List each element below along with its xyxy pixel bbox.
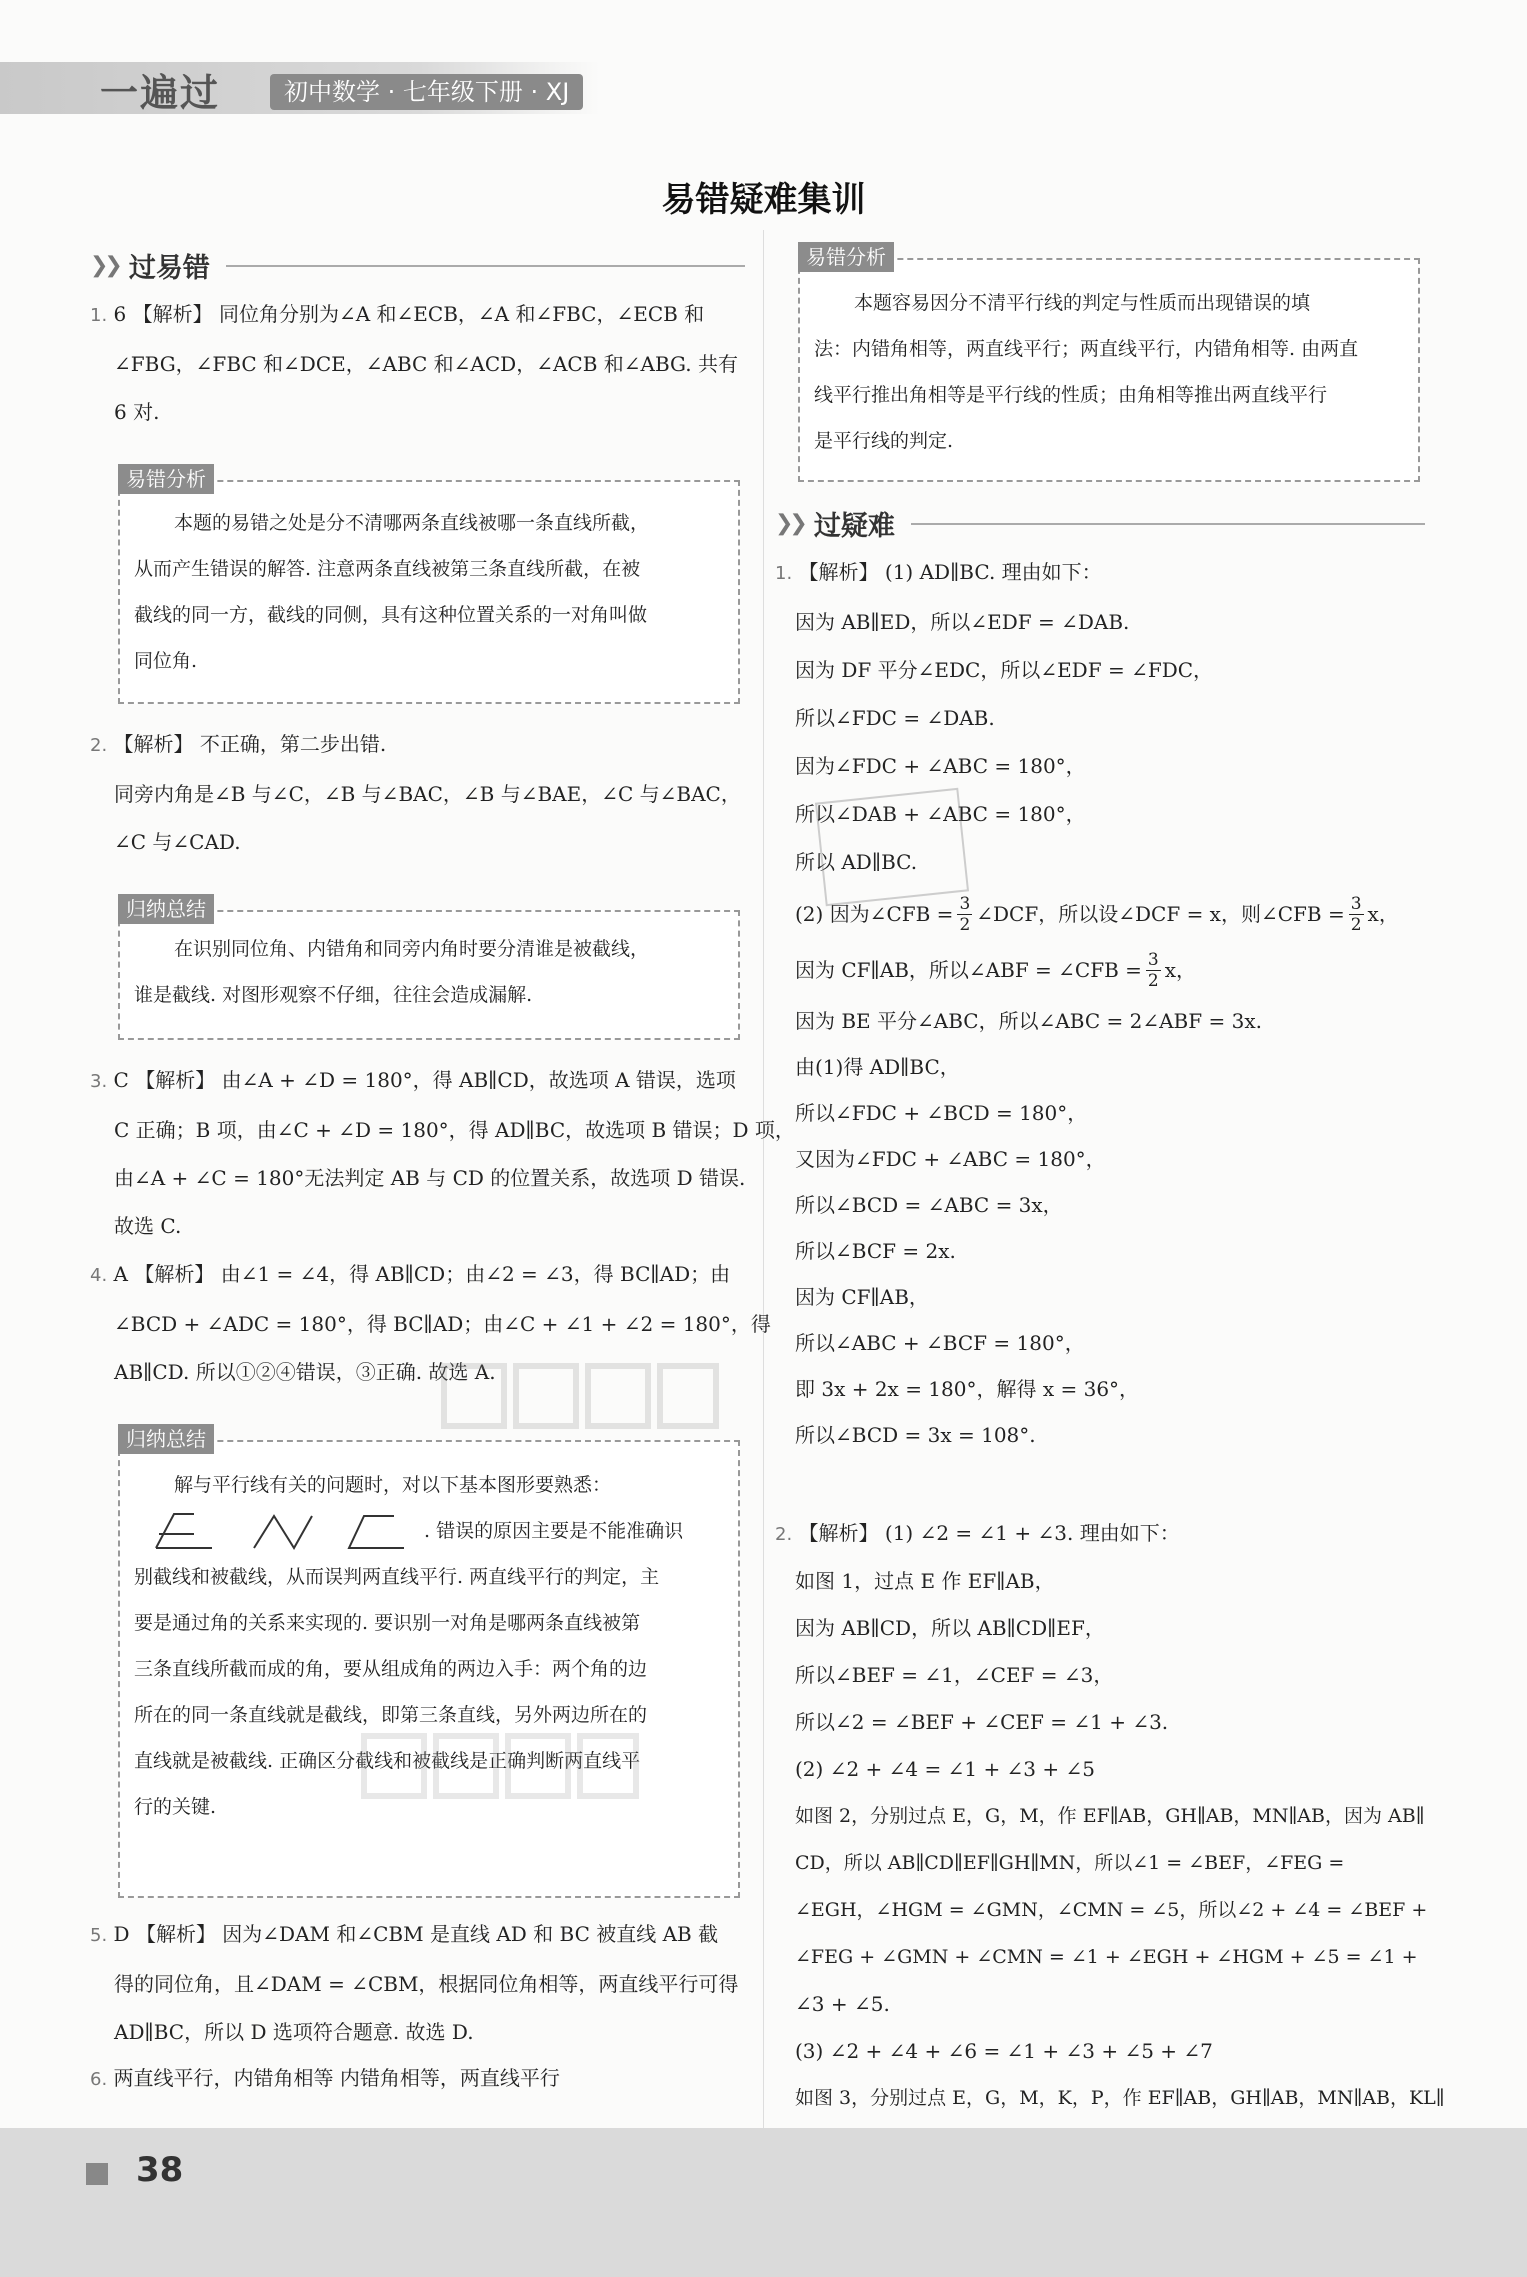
item-line: 所以∠ABC + ∠BCF = 180°， [795, 1331, 1085, 1355]
box-line: 法：内错角相等，两直线平行；两直线平行，内错角相等. 由两直 [814, 338, 1359, 360]
box-line: 线平行推出角相等是平行线的性质；由角相等推出两直线平行 [814, 384, 1328, 406]
item-number: 3. [90, 1071, 108, 1092]
item-5 [90, 1910, 755, 2056]
item-line: 所以 AD∥BC. [795, 850, 918, 874]
fraction [957, 894, 972, 935]
item-line: 所以∠BCD = 3x = 108°. [795, 1423, 1036, 1447]
subject-badge: 初中数学 · 七年级下册 · XJ [270, 74, 583, 110]
numerator: 3 [1350, 893, 1362, 914]
box-line: 行的关键. [134, 1796, 217, 1818]
box-line: 在识别同位角、内错角和同旁内角时要分清谁是被截线， [174, 938, 650, 960]
box-label: 易错分析 [118, 464, 214, 494]
item-line: D 【解析】 因为∠DAM 和∠CBM 是直线 AD 和 BC 被直线 AB 截 [113, 1922, 719, 1946]
item-line: ∠BCD + ∠ADC = 180°，得 BC∥AD；由∠C + ∠1 + ∠2 = 180°，得 [114, 1312, 771, 1336]
item-line: 所以∠BCF = 2x. [795, 1239, 956, 1263]
box-line: 本题容易因分不清平行线的判定与性质而出现错误的填 [854, 292, 1311, 314]
text: 因为 CF∥AB，所以∠ABF = ∠CFB = [795, 958, 1142, 982]
item-line: 因为 BE 平分∠ABC，所以∠ABC = 2∠ABF = 3x. [795, 1009, 1262, 1033]
box-line: 本题的易错之处是分不清哪两条直线被哪一条直线所截， [174, 512, 650, 534]
item-line: 【解析】 不正确，第二步出错. [113, 732, 387, 756]
denominator: 2 [1350, 914, 1362, 935]
denominator: 2 [959, 914, 971, 935]
item-line: 因为 DF 平分∠EDC，所以∠EDF = ∠FDC， [795, 658, 1214, 682]
summary-box-1 [118, 897, 740, 1040]
item-line: 如图 3，分别过点 E，G，M，K，P，作 EF∥AB，GH∥AB，MN∥AB，KL∥ [795, 2087, 1445, 2109]
box-line: 所在的同一条直线就是截线，即第三条直线，另外两边所在的 [134, 1704, 648, 1726]
analysis-box-2 [798, 245, 1420, 482]
section-rule [911, 523, 1425, 525]
item-number: 2. [775, 1524, 793, 1545]
item-line: 因为 CF∥AB， [795, 1285, 929, 1309]
text: (2) 因为∠CFB = [795, 902, 954, 926]
watermark-graphic-1 [440, 1360, 720, 1440]
box-label: 易错分析 [798, 242, 894, 272]
column-divider [763, 230, 764, 2130]
denominator: 2 [1147, 970, 1159, 991]
item-line: 由(1)得 AD∥BC， [795, 1055, 960, 1079]
item-line: 两直线平行，内错角相等 内错角相等，两直线平行 [113, 2066, 560, 2090]
box-line: 是平行线的判定. [814, 430, 954, 452]
item-line: 得的同位角，且∠DAM = ∠CBM，根据同位角相等，两直线平行可得 [114, 1972, 739, 1996]
item-line: ∠C 与∠CAD. [114, 830, 241, 854]
fraction [1349, 894, 1364, 935]
box-line: 别截线和被截线，从而误判两直线平行. 两直线平行的判定，主 [134, 1566, 660, 1588]
item-line: (3) ∠2 + ∠4 + ∠6 = ∠1 + ∠3 + ∠5 + ∠7 [795, 2039, 1213, 2063]
chevron-icon: ❯❯ [775, 511, 804, 536]
item-line: 6 对. [114, 400, 160, 424]
item-line: AB∥CD. 所以①②④错误，③正确. 故选 A. [114, 1360, 496, 1384]
item-number: 1. [90, 305, 108, 326]
box-line: 直线就是被截线. 正确区分截线和被截线是正确判断两直线平 [134, 1750, 641, 1772]
item-line: C 正确；B 项，由∠C + ∠D = 180°，得 AD∥BC，故选项 B 错误；D 项， [114, 1118, 795, 1142]
section-header-left [90, 246, 745, 285]
chevron-icon: ❯❯ [90, 253, 119, 278]
summary-box-2 [118, 1427, 740, 1898]
box-label: 归纳总结 [118, 1424, 214, 1454]
hard-item-2 [775, 1510, 1445, 2122]
page-number: 38 [136, 2150, 184, 2190]
box-line: 截线的同一方，截线的同侧，具有这种位置关系的一对角叫做 [134, 604, 648, 626]
section-rule [226, 265, 745, 267]
item-line: ∠FEG + ∠GMN + ∠CMN = ∠1 + ∠EGH + ∠HGM + ∠5 = ∠1 + [795, 1946, 1418, 1968]
item-2 [90, 720, 755, 866]
item-line: 所以∠BCD = ∠ABC = 3x， [795, 1193, 1063, 1217]
item-line: 如图 1，过点 E 作 EF∥AB， [795, 1569, 1055, 1593]
angle-figures-icon [154, 1512, 424, 1552]
brand-logo: 一遍过 [100, 71, 221, 115]
text: x， [1164, 958, 1197, 982]
item-line: 由∠A + ∠C = 180°无法判定 AB 与 CD 的位置关系，故选项 D 错误. [114, 1166, 746, 1190]
item-line: A 【解析】 由∠1 = ∠4，得 AB∥CD；由∠2 = ∠3，得 BC∥AD；由 [113, 1262, 731, 1286]
item-3 [90, 1056, 795, 1250]
item-line: CD，所以 AB∥CD∥EF∥GH∥MN，所以∠1 = ∠BEF，∠FEG = [795, 1852, 1345, 1874]
item-line: 如图 2，分别过点 E，G，M，作 EF∥AB，GH∥AB，MN∥AB，因为 AB∥ [795, 1805, 1425, 1827]
item-number: 6. [90, 2069, 108, 2090]
page-title: 易错疑难集训 [661, 180, 866, 220]
box-line: 从而产生错误的解答. 注意两条直线被第三条直线所截，在被 [134, 558, 641, 580]
box-line: . 错误的原因主要是不能准确识 [424, 1520, 684, 1542]
item-line: 【解析】 (1) ∠2 = ∠1 + ∠3. 理由如下： [798, 1521, 1180, 1545]
section-header-right [775, 504, 1425, 543]
section-title: 过易错 [128, 253, 210, 284]
numerator: 3 [1147, 949, 1159, 970]
item-line: 同旁内角是∠B 与∠C，∠B 与∠BAC，∠B 与∠BAE，∠C 与∠BAC， [114, 782, 741, 806]
footer-band [0, 2128, 1527, 2277]
hard-item-1 [775, 548, 1435, 1458]
stamp-watermark [815, 788, 969, 906]
item-6 [90, 2054, 755, 2104]
item-number: 2. [90, 735, 108, 756]
text: ∠DCF，所以设∠DCF = x，则∠CFB = [976, 902, 1345, 926]
item-line: 所以∠BEF = ∠1，∠CEF = ∠3， [795, 1663, 1114, 1687]
fraction [1146, 950, 1161, 991]
item-line: 6 【解析】 同位角分别为∠A 和∠ECB，∠A 和∠FBC，∠ECB 和 [113, 302, 705, 326]
item-line: 所以∠FDC + ∠BCD = 180°， [795, 1101, 1088, 1125]
numerator: 3 [959, 893, 971, 914]
fraction-line-2 [775, 942, 1435, 998]
item-line: 所以∠DAB + ∠ABC = 180°， [795, 802, 1086, 826]
item-number: 1. [775, 563, 793, 584]
item-line: ∠3 + ∠5. [795, 1992, 890, 2016]
item-line: ∠EGH，∠HGM = ∠GMN，∠CMN = ∠5，所以∠2 + ∠4 = ∠BEF + [795, 1899, 1428, 1921]
item-line: 因为 AB∥CD，所以 AB∥CD∥EF， [795, 1616, 1105, 1640]
text: x， [1367, 902, 1399, 926]
box-label: 归纳总结 [118, 894, 214, 924]
item-line: C 【解析】 由∠A + ∠D = 180°，得 AB∥CD，故选项 A 错误，选项 [113, 1068, 736, 1092]
box-line: 解与平行线有关的问题时，对以下基本图形要熟悉： [174, 1474, 612, 1496]
box-line: 要是通过角的关系来实现的. 要识别一对角是哪两条直线被第 [134, 1612, 641, 1634]
watermark-graphic-2 [360, 1730, 640, 1810]
item-line: 又因为∠FDC + ∠ABC = 180°， [795, 1147, 1106, 1171]
item-1 [90, 290, 755, 436]
analysis-box-1 [118, 467, 740, 704]
section-title: 过疑难 [813, 511, 895, 542]
item-line: 因为 AB∥ED，所以∠EDF = ∠DAB. [795, 610, 1130, 634]
item-line: AD∥BC，所以 D 选项符合题意. 故选 D. [114, 2020, 474, 2044]
item-line: 【解析】 (1) AD∥BC. 理由如下： [798, 560, 1102, 584]
box-line: 三条直线所截而成的角，要从组成角的两边入手：两个角的边 [134, 1658, 648, 1680]
page-marker-icon [86, 2163, 108, 2185]
item-line: (2) ∠2 + ∠4 = ∠1 + ∠3 + ∠5 [795, 1757, 1095, 1781]
item-number: 5. [90, 1925, 108, 1946]
item-line: 故选 C. [114, 1214, 182, 1238]
item-line: ∠FBG，∠FBC 和∠DCE，∠ABC 和∠ACD，∠ACB 和∠ABG. 共有 [114, 352, 739, 376]
item-line: 所以∠2 = ∠BEF + ∠CEF = ∠1 + ∠3. [795, 1710, 1169, 1734]
box-line: 谁是截线. 对图形观察不仔细，往往会造成漏解. [134, 984, 533, 1006]
item-line: 即 3x + 2x = 180°，解得 x = 36°， [795, 1377, 1140, 1401]
box-line: 同位角. [134, 650, 198, 672]
item-number: 4. [90, 1265, 108, 1286]
item-line: 因为∠FDC + ∠ABC = 180°， [795, 754, 1086, 778]
item-line: 所以∠FDC = ∠DAB. [795, 706, 995, 730]
